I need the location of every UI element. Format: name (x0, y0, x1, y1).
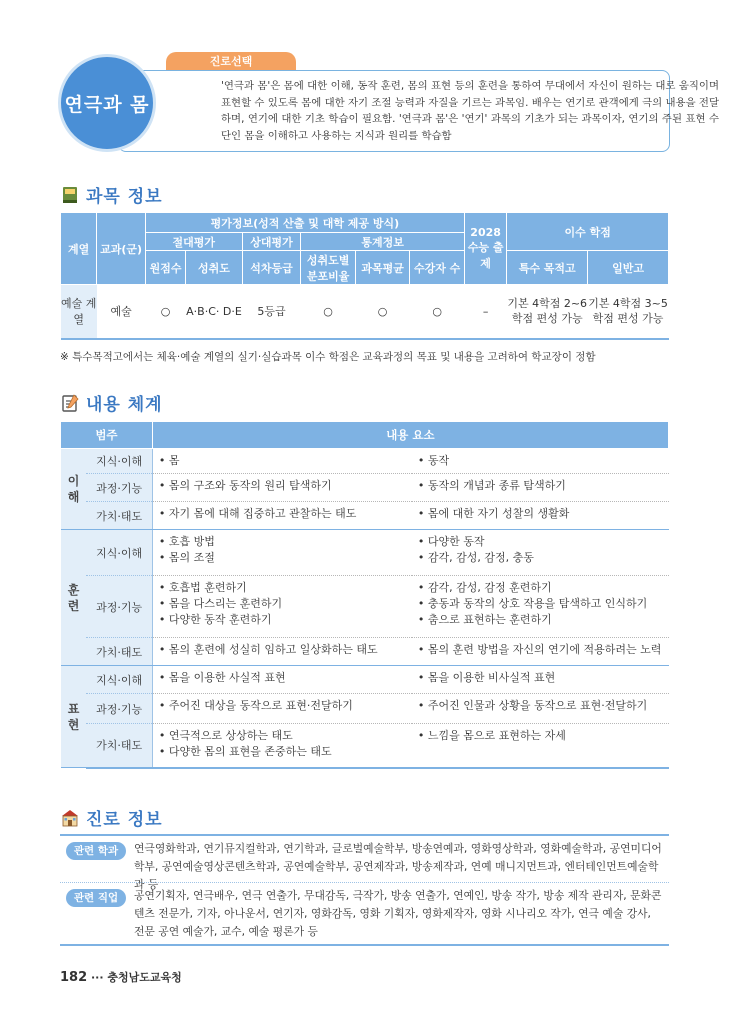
header-absolute: 절대평가 (145, 233, 242, 251)
header-distribution: 성취도별 분포비율 (301, 251, 356, 285)
subcategory-cell: 가치·태도 (86, 502, 152, 530)
element-cell-right (412, 576, 669, 638)
header-average: 과목평균 (355, 251, 410, 285)
subcategory-cell: 과정·기능 (86, 474, 152, 502)
course-info-table (60, 212, 669, 340)
notepad-icon (60, 393, 80, 413)
element-cell-right (412, 502, 669, 530)
category-cell: 이 해 (61, 449, 87, 530)
track-tag: 진로선택 (166, 52, 296, 72)
dept-badge: 관련 학과 (66, 842, 126, 860)
job-text: 공연기획자, 연극배우, 연극 연출가, 무대감독, 극작가, 방송 연출가, 연예인, 방송 작가, 방송 제작 관리자, 문화콘텐츠 전문가, 기자, 아나운서, 연기자, 영화감독, 영화 기획자, 영화제작자, 영화 시나리오 작가, 연극 예술 강사, 전문 공연 예술가, 교수, 예술 평론가 등 (134, 889, 662, 938)
list-item: • 몸 (158, 454, 180, 467)
header-eval: 평가정보(성적 산출 및 대학 제공 방식) (145, 213, 464, 233)
list-item: • 주어진 대상을 동작으로 표현·전달하기 (158, 699, 353, 712)
footer-org: 충청남도교육청 (107, 971, 182, 984)
list-item: • 몸을 다스리는 훈련하기 (158, 597, 283, 610)
list-item: • 몸의 조절 (158, 551, 215, 564)
element-cell-left (152, 474, 412, 502)
subject-description: '연극과 몸'은 몸에 대한 이해, 동작 훈련, 몸의 표현 등의 훈련을 통하여 무대에서 자신이 원하는 대로 움직이며 표현할 수 있도록 몸에 대한 자기 조절 능력과 자질을 기르는 과목임. 배우는 연기로 관객에게 극의 내용을 전달하며, 연기에 대한 기초 학습이 필요함. '연극과 몸'은 '연기' 과목의 기초가 되는 과목이자, 연기의 주된 표현 수단인 몸을 이해하고 사용하는 지식과 원리를 학습함 (221, 80, 719, 142)
divider (60, 834, 669, 836)
table-row (61, 474, 669, 502)
category-cell: 표 현 (61, 666, 87, 768)
divider (60, 882, 669, 883)
table-row (61, 694, 669, 724)
table-row (61, 502, 669, 530)
subject-badge (58, 54, 156, 152)
subcategory-cell: 지식·이해 (86, 666, 152, 694)
list-item: • 몸의 훈련 방법을 자신의 연기에 적용하려는 노력 (417, 643, 662, 656)
list-item: • 호흡법 훈련하기 (158, 581, 247, 594)
element-cell-right (412, 694, 669, 724)
list-item: • 동작의 개념과 종류 탐색하기 (417, 479, 566, 492)
subcategory-cell: 과정·기능 (86, 694, 152, 724)
list-item: • 다양한 몸의 표현을 존중하는 태도 (158, 745, 332, 758)
list-item: • 동작 (417, 454, 450, 467)
header-achievement: 성취도 (186, 251, 243, 285)
dept-text: 연극영화학과, 연기뮤지컬학과, 연기학과, 글로벌예술학부, 방송연예과, 영화영상학과, 영화예술학과, 공연미디어학부, 공연예술영상콘텐츠학과, 공연예술학부, 공연제작과, 방송제작과, 연예 매니지먼트과, 엔터테인먼트예술학과 등 (134, 842, 662, 891)
content-system-table (60, 421, 669, 769)
element-cell-right (412, 449, 669, 474)
footnote: ※ 특수목적고에서는 체육·예술 계열의 실기·실습과목 이수 학점은 교육과정의 목표 및 내용을 고려하여 학교장이 정함 (60, 351, 596, 363)
divider (60, 944, 669, 946)
subcategory-cell: 가치·태도 (86, 724, 152, 768)
description-box (118, 70, 719, 152)
subcategory-cell: 지식·이해 (86, 530, 152, 576)
list-item: • 몸의 구조와 동작의 원리 탐색하기 (158, 479, 332, 492)
list-item: • 호흡 방법 (158, 535, 215, 548)
related-jobs (60, 887, 669, 941)
book-icon (60, 185, 80, 205)
list-item: • 충동과 동작의 상호 작용을 탐색하고 인식하기 (417, 597, 648, 610)
subject-header (58, 52, 719, 152)
header-rank: 석차등급 (242, 251, 301, 285)
table-row (61, 449, 669, 474)
element-cell-left (152, 666, 412, 694)
header-category: 범주 (61, 422, 153, 449)
header-credit: 이수 학점 (507, 213, 669, 251)
list-item: • 감각, 감성, 감정, 충동 (417, 551, 534, 564)
element-cell-left (152, 530, 412, 576)
header-csat: 2028 수능 출제 (464, 213, 506, 285)
subcategory-cell: 가치·태도 (86, 638, 152, 666)
page-number: 182 (60, 970, 88, 985)
list-item: • 자기 몸에 대해 집중하고 관찰하는 태도 (158, 507, 357, 520)
list-item: • 느낌을 몸으로 표현하는 자세 (417, 729, 566, 742)
header-statistics: 통계정보 (301, 233, 465, 251)
header-count: 수강자 수 (410, 251, 465, 285)
element-cell-right (412, 474, 669, 502)
header-special-school: 특수 목적고 (507, 251, 588, 285)
element-cell-left (152, 638, 412, 666)
list-item: • 몸의 훈련에 성실히 임하고 일상화하는 태도 (158, 643, 378, 656)
list-item: • 몸을 이용한 사실적 표현 (158, 671, 286, 684)
element-cell-left (152, 724, 412, 768)
table-row (61, 638, 669, 666)
header-group: 계열 (61, 213, 97, 285)
element-cell-right (412, 724, 669, 768)
school-icon (60, 808, 80, 828)
header-relative: 상대평가 (242, 233, 301, 251)
table-row: 예술 계열 예술 ○ A·B·C· D·E 5등급 ○ ○ ○ – 기본 4학점 2~6학점 편성 가능 기본 4학점 3~5학점 편성 가능 (61, 285, 669, 339)
element-cell-right (412, 666, 669, 694)
header-raw-score: 원점수 (145, 251, 185, 285)
subject-title: 연극과 몸 (64, 93, 150, 116)
element-cell-left (152, 694, 412, 724)
list-item: • 다양한 동작 (417, 535, 485, 548)
table-row (61, 666, 669, 694)
section-course-info-title: 과목 정보 (60, 182, 163, 207)
subcategory-cell: 과정·기능 (86, 576, 152, 638)
job-badge: 관련 직업 (66, 889, 126, 907)
related-departments (60, 840, 669, 894)
header-general-school: 일반고 (588, 251, 669, 285)
page-footer (60, 969, 182, 985)
list-item: • 주어진 인물과 상황을 동작으로 표현·전달하기 (417, 699, 648, 712)
header-subject: 교과(군) (97, 213, 145, 285)
element-cell-left (152, 449, 412, 474)
list-item: • 춤으로 표현하는 훈련하기 (417, 613, 552, 626)
element-cell-right (412, 638, 669, 666)
category-cell: 훈 련 (61, 530, 87, 666)
footer-separator: ··· (90, 971, 104, 984)
list-item: • 연극적으로 상상하는 태도 (158, 729, 293, 742)
table-row (61, 724, 669, 768)
list-item: • 다양한 동작 훈련하기 (158, 613, 272, 626)
element-cell-right (412, 530, 669, 576)
header-elements: 내용 요소 (152, 422, 668, 449)
section-career-title: 진로 정보 (60, 805, 163, 830)
element-cell-left (152, 576, 412, 638)
element-cell-left (152, 502, 412, 530)
list-item: • 감각, 감성, 감정 훈련하기 (417, 581, 552, 594)
table-row (61, 530, 669, 576)
subcategory-cell: 지식·이해 (86, 449, 152, 474)
table-row (61, 576, 669, 638)
section-content-title: 내용 체계 (60, 390, 163, 415)
list-item: • 몸에 대한 자기 성찰의 생활화 (417, 507, 570, 520)
list-item: • 몸을 이용한 비사실적 표현 (417, 671, 556, 684)
